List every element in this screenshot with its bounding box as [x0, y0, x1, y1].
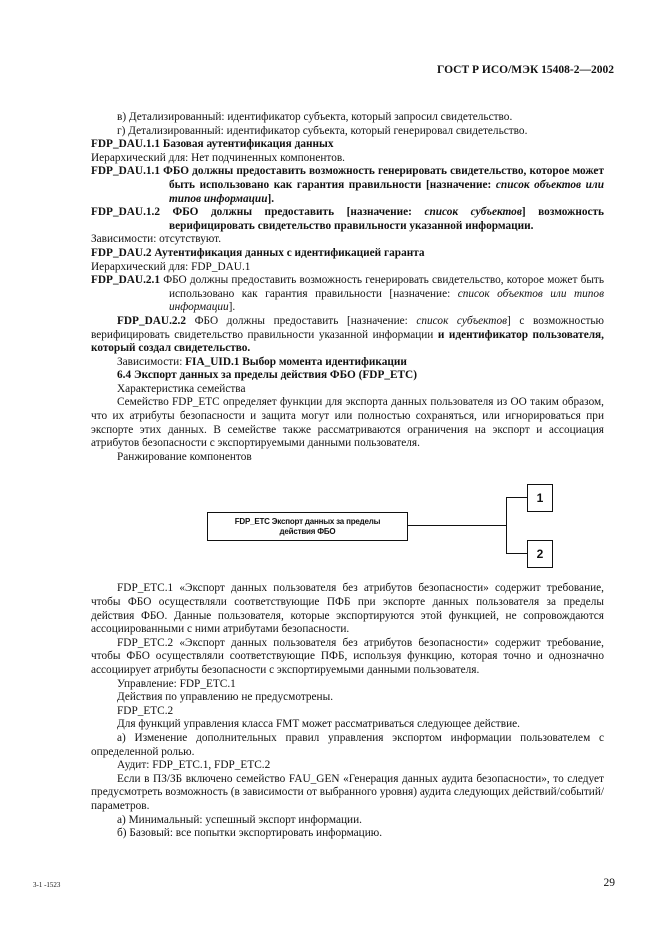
audit-item-b: б) Базовый: все попытки экспортировать информацию.: [117, 827, 383, 840]
page-header: ГОСТ Р ИСО/МЭК 15408-2—2002: [437, 64, 614, 76]
dau1-dependencies: Зависимости: отсутствуют.: [91, 233, 222, 246]
audit-heading: Аудит: FDP_ETC.1, FDP_ETC.2: [117, 759, 271, 772]
section-title: 6.4 Экспорт данных за пределы действия ФБО (FDP_ETC): [117, 369, 417, 382]
family-box-line-2: действия ФБО: [279, 526, 336, 536]
dau2-dependencies: Зависимости: FIA_UID.1 Выбор момента идентификации: [117, 355, 407, 368]
audit-item-a: а) Минимальный: успешный экспорт информации.: [117, 813, 362, 826]
page-number: 29: [603, 877, 615, 889]
management-etc2-item-a: а) Изменение дополнительных правил управления экспортом информации пользователем с определенной ролью.: [91, 731, 604, 758]
family-behaviour-text: Семейство FDP_ETC определяет функции для экспорта данных пользователя из ОО таким образом, что их атрибуты безопасности и защита могут или полностью сохраняться, или игнорироваться при экспорте этих данных. В семействе также рассматриваются ограничения на экспорт и ассоциация атрибутов безопасности с экспортируемыми данными пользователя.: [91, 396, 604, 450]
management-etc1-heading: Управление: FDP_ETC.1: [117, 677, 236, 690]
component-leveling-heading: Ранжирование компонентов: [117, 450, 252, 463]
audit-text: Если в ПЗ/ЗБ включено семейство FAU_GEN «Генерация данных аудита безопасности», то следует предусмотреть возможность (в зависимости от выбранного уровня) аудита следующих действий/событий/параметров.: [91, 772, 604, 812]
family-behaviour-heading: Характеристика семейства: [117, 382, 246, 395]
component-box-1: 1: [527, 484, 553, 512]
dau1-element-2: FDP_DAU.1.2 ФБО должны предоставить [назначение: список субъектов] возможность верифицировать свидетельство правильности указанной информации.: [91, 206, 605, 232]
connector-to-2: [506, 553, 527, 554]
dau2-element-1: FDP_DAU.2.1 ФБО должны предоставить возможность генерировать свидетельство, которое может быть использовано как гарантия правильности [назначение: список объектов или типов информации].: [91, 274, 604, 314]
dau1-hierarchical: Иерархический для: Нет подчиненных компонентов.: [91, 151, 345, 164]
dau1-element-1: FDP_DAU.1.1 ФБО должны предоставить возможность генерировать свидетельство, которое может быть использовано как гарантия правильности [назначение: список объектов или типов информации].: [91, 165, 604, 205]
item-g-detailed: г) Детализированный: идентификатор субъекта, который генерировал свидетельство.: [117, 124, 528, 137]
dau1-title: FDP_DAU.1.1 Базовая аутентификация данных: [91, 138, 334, 151]
management-etc1-text: Действия по управлению не предусмотрены.: [117, 691, 334, 704]
page-body: [91, 111, 604, 841]
component-box-2: 2: [527, 540, 553, 568]
component-leveling-diagram: [91, 468, 604, 576]
dau2-title: FDP_DAU.2 Аутентификация данных с идентификацией гаранта: [91, 246, 425, 259]
management-etc2-heading: FDP_ETC.2: [117, 704, 174, 717]
print-code: 3-1 -1523: [33, 881, 61, 889]
management-etc2-text: Для функций управления класса FMT может рассматриваться следующее действие.: [117, 718, 520, 731]
etc2-description: FDP_ETC.2 «Экспорт данных пользователя без атрибутов безопасности» содержит требование, чтобы ФБО осуществляли соответствующие ПФБ, используя функцию, которая точно и однозначно ассоциирует атрибуты безопасности с экспортируемыми данными пользователя.: [91, 636, 604, 676]
dau2-element-2: FDP_DAU.2.2 ФБО должны предоставить [назначение: список субъектов] с возможностью верифицировать свидетельство правильности указанной информации и идентификатор пользователя, который создал свидетельство.: [91, 314, 604, 355]
dau2-hierarchical: Иерархический для: FDP_DAU.1: [91, 260, 251, 273]
family-box: [207, 512, 408, 541]
connector-main: [408, 525, 506, 526]
family-box-line-1: FDP_ETC Экспорт данных за пределы: [234, 516, 381, 526]
connector-vertical: [506, 497, 507, 553]
connector-to-1: [506, 497, 527, 498]
item-v-detailed: в) Детализированный: идентификатор субъекта, который запросил свидетельство.: [117, 111, 513, 123]
etc1-description: FDP_ETC.1 «Экспорт данных пользователя без атрибутов безопасности» содержит требование, чтобы ФБО осуществляли соответствующие ПФБ при экспорте данных пользователя за пределы действия ФБО. Данные пользователя, которые экспортируются этой функцией, не сопровождаются ассоциированными с ними атрибутами безопасности.: [91, 582, 604, 636]
